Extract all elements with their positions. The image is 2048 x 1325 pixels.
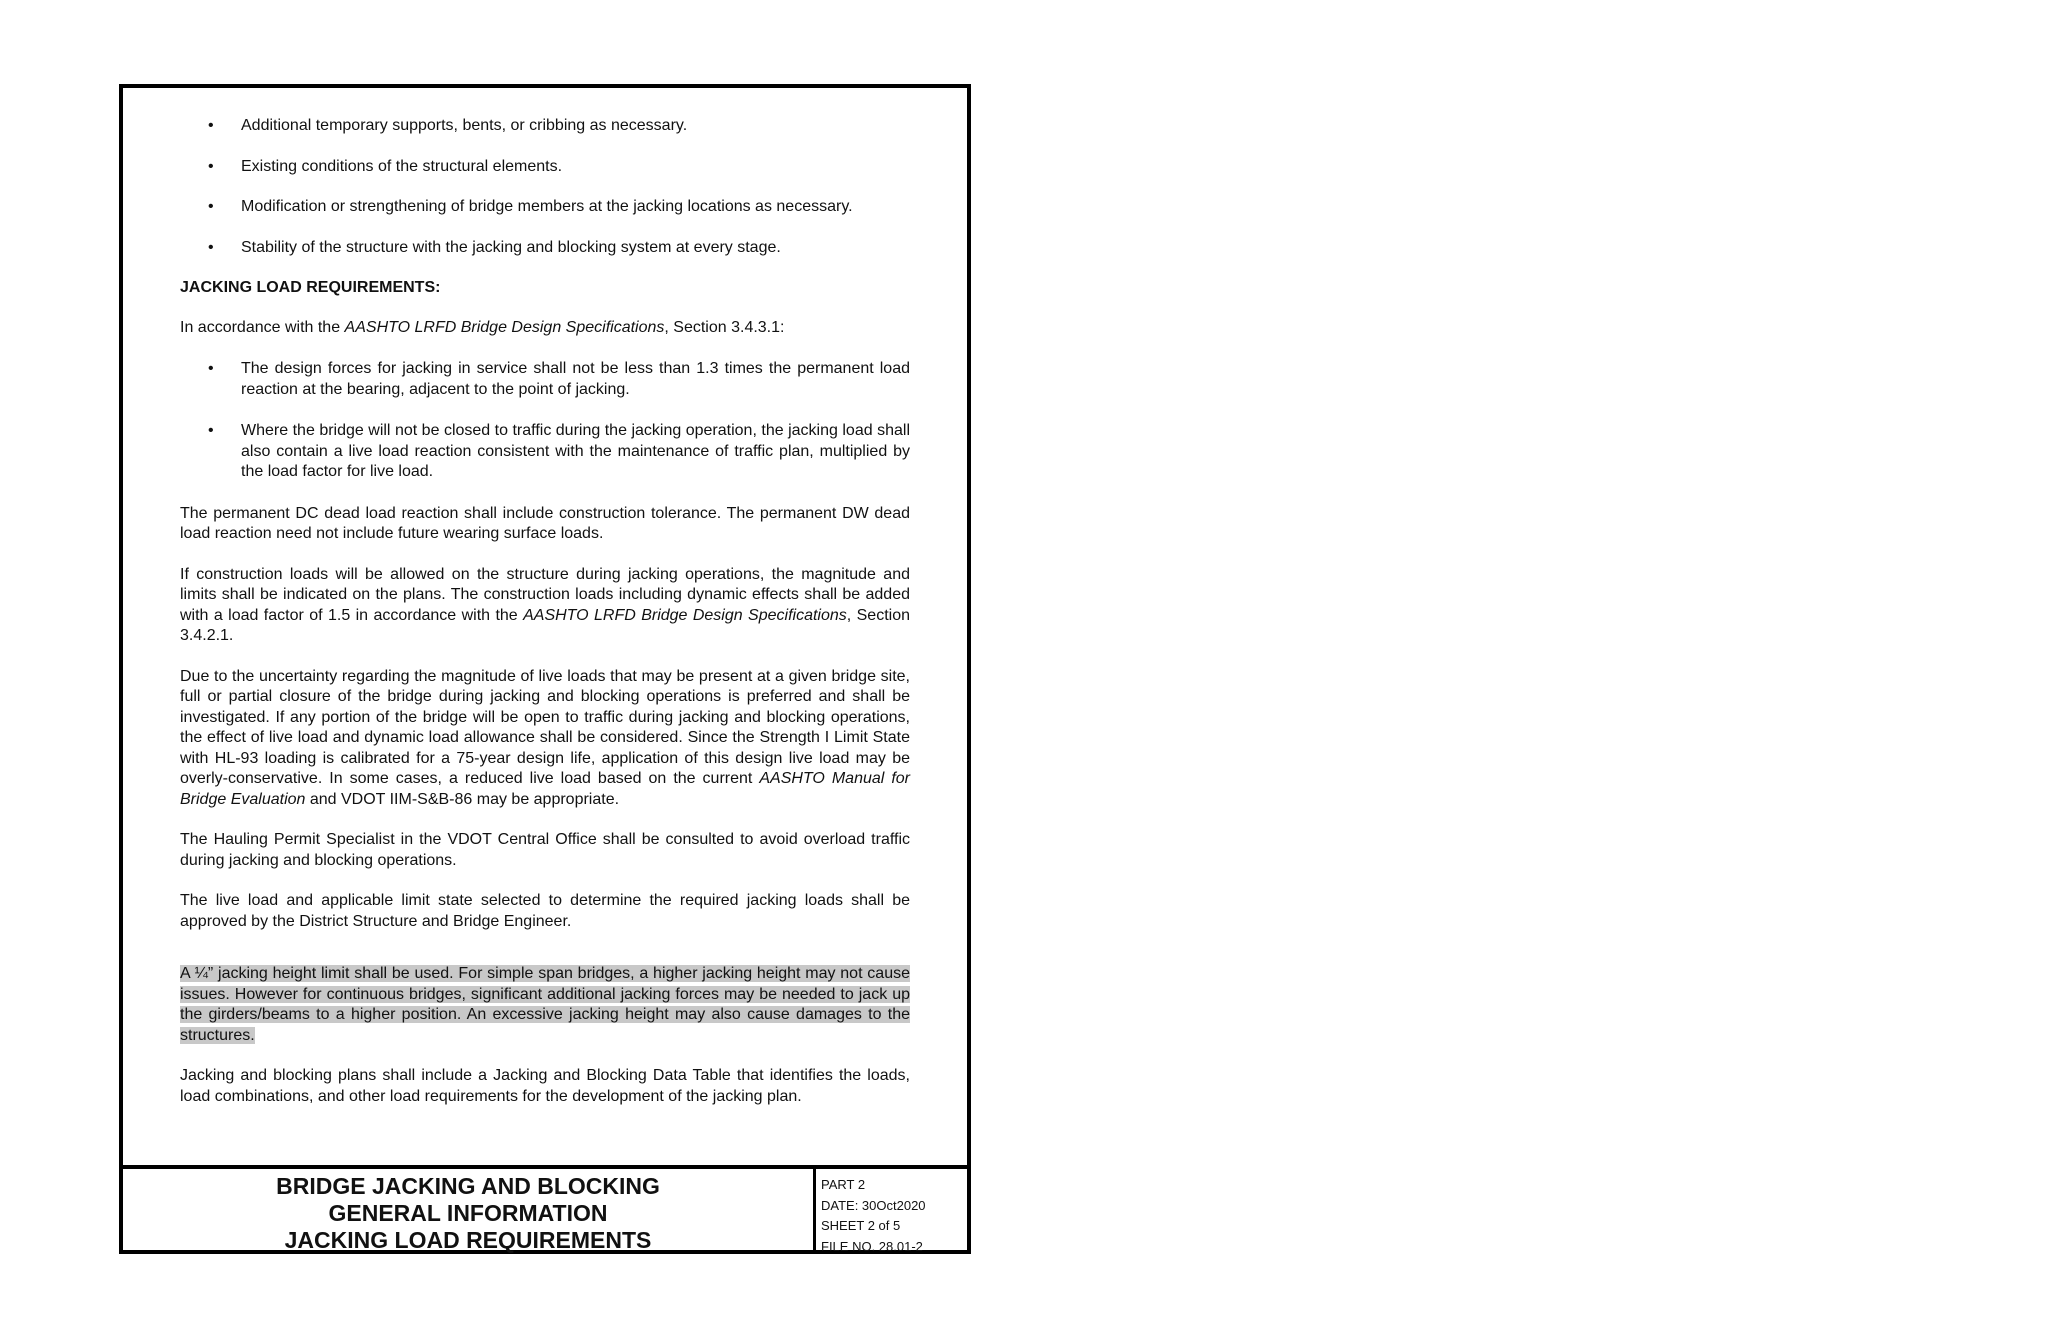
hauling-permit-paragraph: The Hauling Permit Specialist in the VDOT Central Office shall be consulted to avoid overload traffic during jacking and blocking operations.: [180, 831, 910, 869]
file-number: FILE NO. 28.01-2: [821, 1238, 923, 1254]
section-heading: JACKING LOAD REQUIREMENTS:: [180, 279, 441, 296]
title-line: BRIDGE JACKING AND BLOCKING: [276, 1173, 660, 1199]
spec-reference: AASHTO LRFD Bridge Design Specifications: [523, 606, 847, 624]
document-body: [180, 116, 910, 1127]
dead-load-paragraph: The permanent DC dead load reaction shall include construction tolerance. The permanent DW dead load reaction need not include future wearing surface loads.: [180, 504, 910, 542]
part-number: PART 2: [821, 1177, 866, 1192]
intro-text: In accordance with the: [180, 318, 345, 336]
jacking-height-paragraph: [180, 964, 910, 1046]
list-item: • Existing conditions of the structural elements.: [180, 157, 910, 178]
list-item: • Modification or strengthening of bridge members at the jacking locations as necessary.: [180, 197, 910, 218]
intro-paragraph: [180, 318, 910, 339]
highlighted-text: A ¼” jacking height limit shall be used. For simple span bridges, a higher jacking height may not cause issues. However for continuous bridges, significant additional jacking forces may be needed to jack up the girders/beams to a higher position. An excessive jacking height may also cause damages to the structures.: [180, 965, 910, 1044]
considerations-list: [180, 116, 910, 258]
list-item: • Where the bridge will not be closed to traffic during the jacking operation, the jacking load shall also contain a live load reaction consistent with the maintenance of traffic plan, multiplied by the load factor for live load.: [180, 421, 910, 483]
paragraph-text: and VDOT IIM-S&B-86 may be appropriate.: [305, 790, 620, 808]
construction-loads-paragraph: [180, 565, 910, 647]
list-item: • Additional temporary supports, bents, or cribbing as necessary.: [180, 116, 910, 137]
list-item: • The design forces for jacking in service shall not be less than 1.3 times the permanent load reaction at the bearing, adjacent to the point of jacking.: [180, 359, 910, 400]
sheet-metadata: [813, 1169, 967, 1254]
title-block: [123, 1165, 967, 1254]
uncertainty-paragraph: [180, 667, 910, 811]
revision-date: DATE: 30Oct2020: [821, 1197, 926, 1213]
section-reference: , Section 3.4.3.1:: [664, 318, 785, 336]
title-line: JACKING LOAD REQUIREMENTS: [284, 1227, 652, 1253]
spec-reference: AASHTO LRFD Bridge Design Specifications: [344, 318, 665, 336]
live-load-approval-paragraph: The live load and applicable limit state selected to determine the required jacking loads shall be approved by the District Structure and Bridge Engineer.: [180, 892, 910, 930]
sheet-number: SHEET 2 of 5: [821, 1218, 901, 1233]
paragraph-text: If construction loads will be allowed on the structure during jacking operations, the magnitude and limits shall be indicated on the plans. The construction loads including dynamic effects shall be added with a load factor of 1.5 in accordance with the: [180, 565, 910, 624]
manual-reference: AASHTO Manual for Bridge Evaluation: [180, 770, 911, 808]
document-sheet: [119, 84, 971, 1254]
design-force-list: [180, 359, 910, 483]
list-item: • Stability of the structure with the jacking and blocking system at every stage.: [180, 238, 910, 259]
title-line: GENERAL INFORMATION: [328, 1200, 608, 1226]
sheet-titles: [123, 1169, 813, 1254]
section-reference: , Section 3.4.2.1.: [180, 606, 910, 644]
data-table-paragraph: Jacking and blocking plans shall include a Jacking and Blocking Data Table that identifies the loads, load combinations, and other load requirements for the development of the jacking plan.: [180, 1067, 910, 1105]
paragraph-text: Due to the uncertainty regarding the magnitude of live loads that may be present at a given bridge site, full or partial closure of the bridge during jacking and blocking operations is preferred and shall be investigated. If any portion of the bridge will be open to traffic during jacking and blocking operations, the effect of live load and dynamic load allowance shall be considered. Since the Strength I Limit State with HL-93 loading is calibrated for a 75-year design life, application of this design live load may be overly-conservative. In some cases, a reduced live load based on the current: [180, 667, 910, 787]
